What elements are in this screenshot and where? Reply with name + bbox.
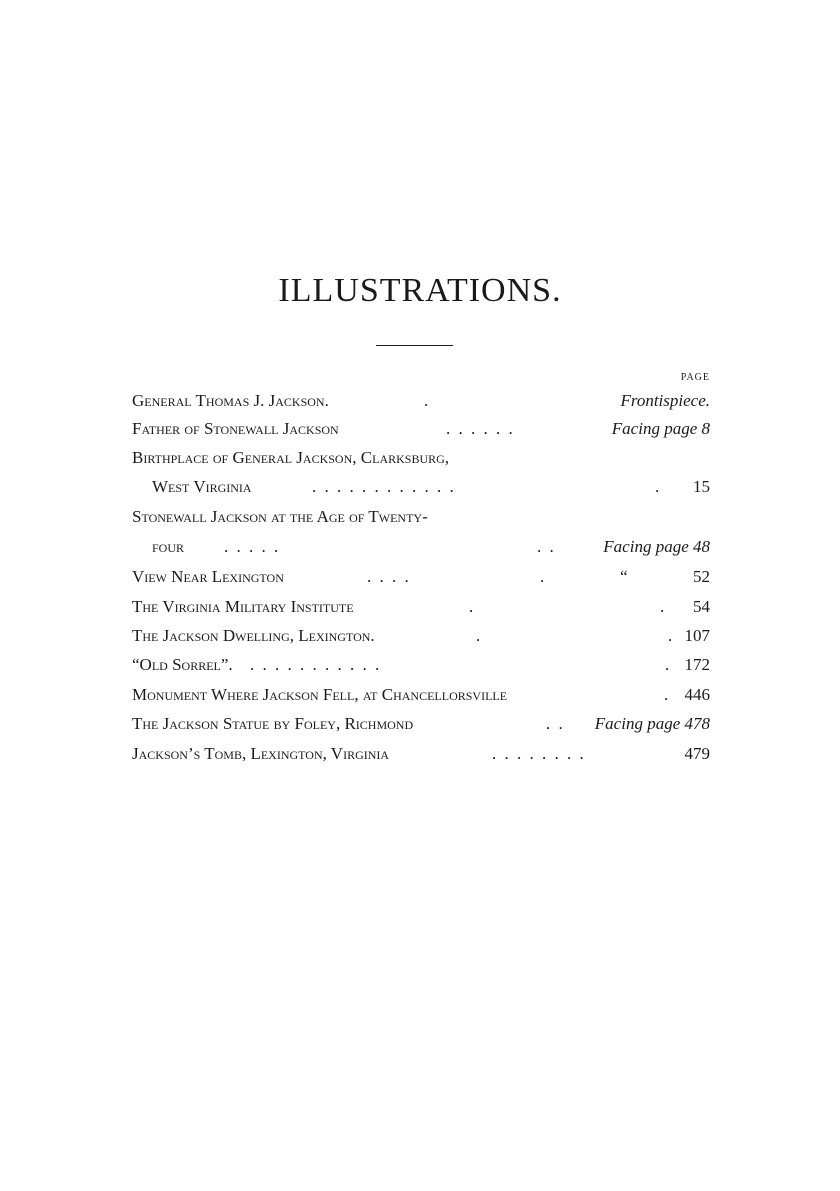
illustration-entry: [132, 710, 710, 738]
entry-title: West Virginia: [152, 477, 252, 496]
leader-dots: . . . .: [367, 567, 411, 586]
leader-dots: .: [469, 597, 476, 616]
entry-title: Jackson’s Tomb, Lexington, Virginia: [132, 744, 390, 763]
leader-dots: . .: [537, 537, 556, 556]
entry-page: Facing page 478: [594, 714, 710, 733]
entry-title: General Thomas J. Jackson.: [132, 391, 329, 410]
leader-dots: . . . . .: [224, 537, 281, 556]
leader-dots: .: [655, 477, 662, 496]
leader-dots: .: [665, 655, 672, 674]
leader-dots: . .: [546, 714, 565, 733]
illustration-entry-continued: [132, 533, 710, 561]
leader-dots: . . . . . . . . . . . .: [312, 477, 456, 496]
illustration-entry: [132, 651, 710, 679]
entry-title: Birthplace of General Jackson, Clarksburg,: [132, 448, 450, 467]
entry-page: Frontispiece.: [620, 391, 710, 410]
entry-page: 52: [693, 567, 710, 586]
ditto-mark: “: [620, 567, 628, 586]
entry-title: four: [152, 537, 185, 556]
entry-title: View Near Lexington: [132, 567, 284, 586]
entry-page: 446: [684, 685, 710, 704]
entry-title: “Old Sorrel”.: [132, 655, 233, 674]
leader-dots: .: [476, 626, 483, 645]
illustration-entry-continued: [132, 473, 710, 501]
title-rule: [376, 345, 453, 346]
entry-title: The Virginia Military Institute: [132, 597, 354, 616]
illustration-entry: [132, 740, 710, 768]
page-title: ILLUSTRATIONS.: [278, 272, 562, 309]
illustration-entry: [132, 415, 710, 443]
entry-page: 15: [693, 477, 710, 496]
leader-dots: .: [424, 391, 431, 410]
illustration-entry: [132, 593, 710, 621]
illustration-entry: [132, 622, 710, 650]
illustration-entry: [132, 681, 710, 709]
leader-dots: . . . . . . . . . . .: [250, 655, 382, 674]
page-column-label: PAGE: [680, 372, 710, 383]
illustration-entry: [132, 444, 710, 472]
leader-dots: .: [660, 597, 667, 616]
illustration-entry: [132, 503, 710, 531]
entry-title: The Jackson Dwelling, Lexington.: [132, 626, 375, 645]
entry-page: Facing page 48: [603, 537, 710, 556]
entry-title: Stonewall Jackson at the Age of Twenty-: [132, 507, 428, 526]
entry-page: 479: [684, 744, 710, 763]
illustration-entry: [132, 387, 710, 415]
leader-dots: .: [664, 685, 671, 704]
leader-dots: .: [668, 626, 675, 645]
entry-title: The Jackson Statue by Foley, Richmond: [132, 714, 414, 733]
entry-page: Facing page 8: [611, 419, 710, 438]
entry-title: Father of Stonewall Jackson: [132, 419, 339, 438]
entry-page: 54: [693, 597, 710, 616]
illustration-entry: [132, 563, 710, 591]
leader-dots: . . . . . . . .: [492, 744, 586, 763]
leader-dots: .: [540, 567, 547, 586]
entry-title: Monument Where Jackson Fell, at Chancellorsville: [132, 685, 508, 704]
entry-page: 107: [684, 626, 710, 645]
entry-page: 172: [684, 655, 710, 674]
leader-dots: . . . . . .: [446, 419, 515, 438]
